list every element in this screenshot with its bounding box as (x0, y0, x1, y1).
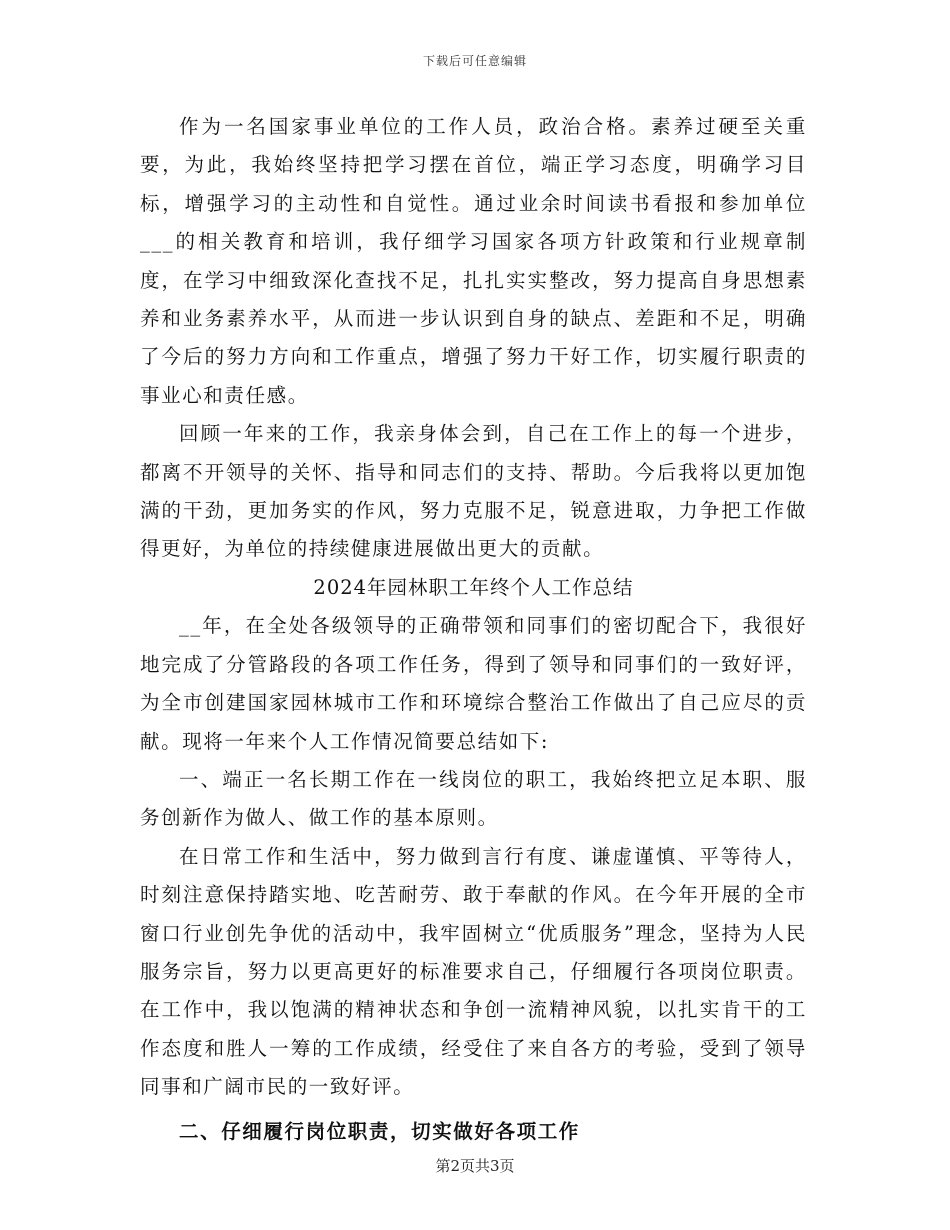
paragraph: 一、端正一名长期工作在一线岗位的职工，我始终把立足本职、服务创新作为做人、做工作的基本原则。 (140, 767, 807, 830)
paragraph: __年，在全处各级领导的正确带领和同事们的密切配合下，我很好地完成了分管路段的各项工作任务，得到了领导和同事们的一致好评，为全市创建国家园林城市工作和环境综合整治工作做出了自己应尽的贡献。现将一年来个人工作情况简要总结如下: (140, 614, 807, 753)
paragraph: 作为一名国家事业单位的工作人员，政治合格。素养过硬至关重要，为此，我始终坚持把学习摆在首位，端正学习态度，明确学习目标，增强学习的主动性和自觉性。通过业余时间读书看报和参加单位___的相关教育和培训，我仔细学习国家各项方针政策和行业规章制度，在学习中细致深化查找不足，扎扎实实整改，努力提高自身思想素养和业务素养水平，从而进一步认识到自身的缺点、差距和不足，明确了今后的努力方向和工作重点，增强了努力干好工作，切实履行职责的事业心和责任感。 (140, 115, 807, 407)
page-number: 第2页共3页 (435, 1157, 515, 1175)
subheading: 二、仔细履行岗位职责，切实做好各项工作 (179, 1119, 580, 1143)
paragraph: 在日常工作和生活中，努力做到言行有度、谦虚谨慎、平等待人，时刻注意保持踏实地、吃苦耐劳、敢于奉献的作风。在今年开展的全市窗口行业创先争优的活动中，我牢固树立“优质服务”理念，坚持为人民服务宗旨，努力以更高更好的标准要求自己，仔细履行各项岗位职责。在工作中，我以饱满的精神状态和争创一流精神风貌，以扎实肯干的工作态度和胜人一筹的工作成绩，经受住了来自各方的考验，受到了领导同事和广阔市民的一致好评。 (140, 844, 807, 1099)
page-header: 下载后可任意编辑 (422, 54, 527, 68)
section-title: 2024年园林职工年终个人工作总结 (313, 575, 634, 599)
paragraph: 回顾一年来的工作，我亲身体会到，自己在工作上的每一个进步，都离不开领导的关怀、指导和同志们的支持、帮助。今后我将以更加饱满的干劲，更加务实的作风，努力克服不足，锐意进取，力争把工作做得更好，为单位的持续健康进展做出更大的贡献。 (140, 422, 807, 561)
document-body (140, 108, 807, 1151)
